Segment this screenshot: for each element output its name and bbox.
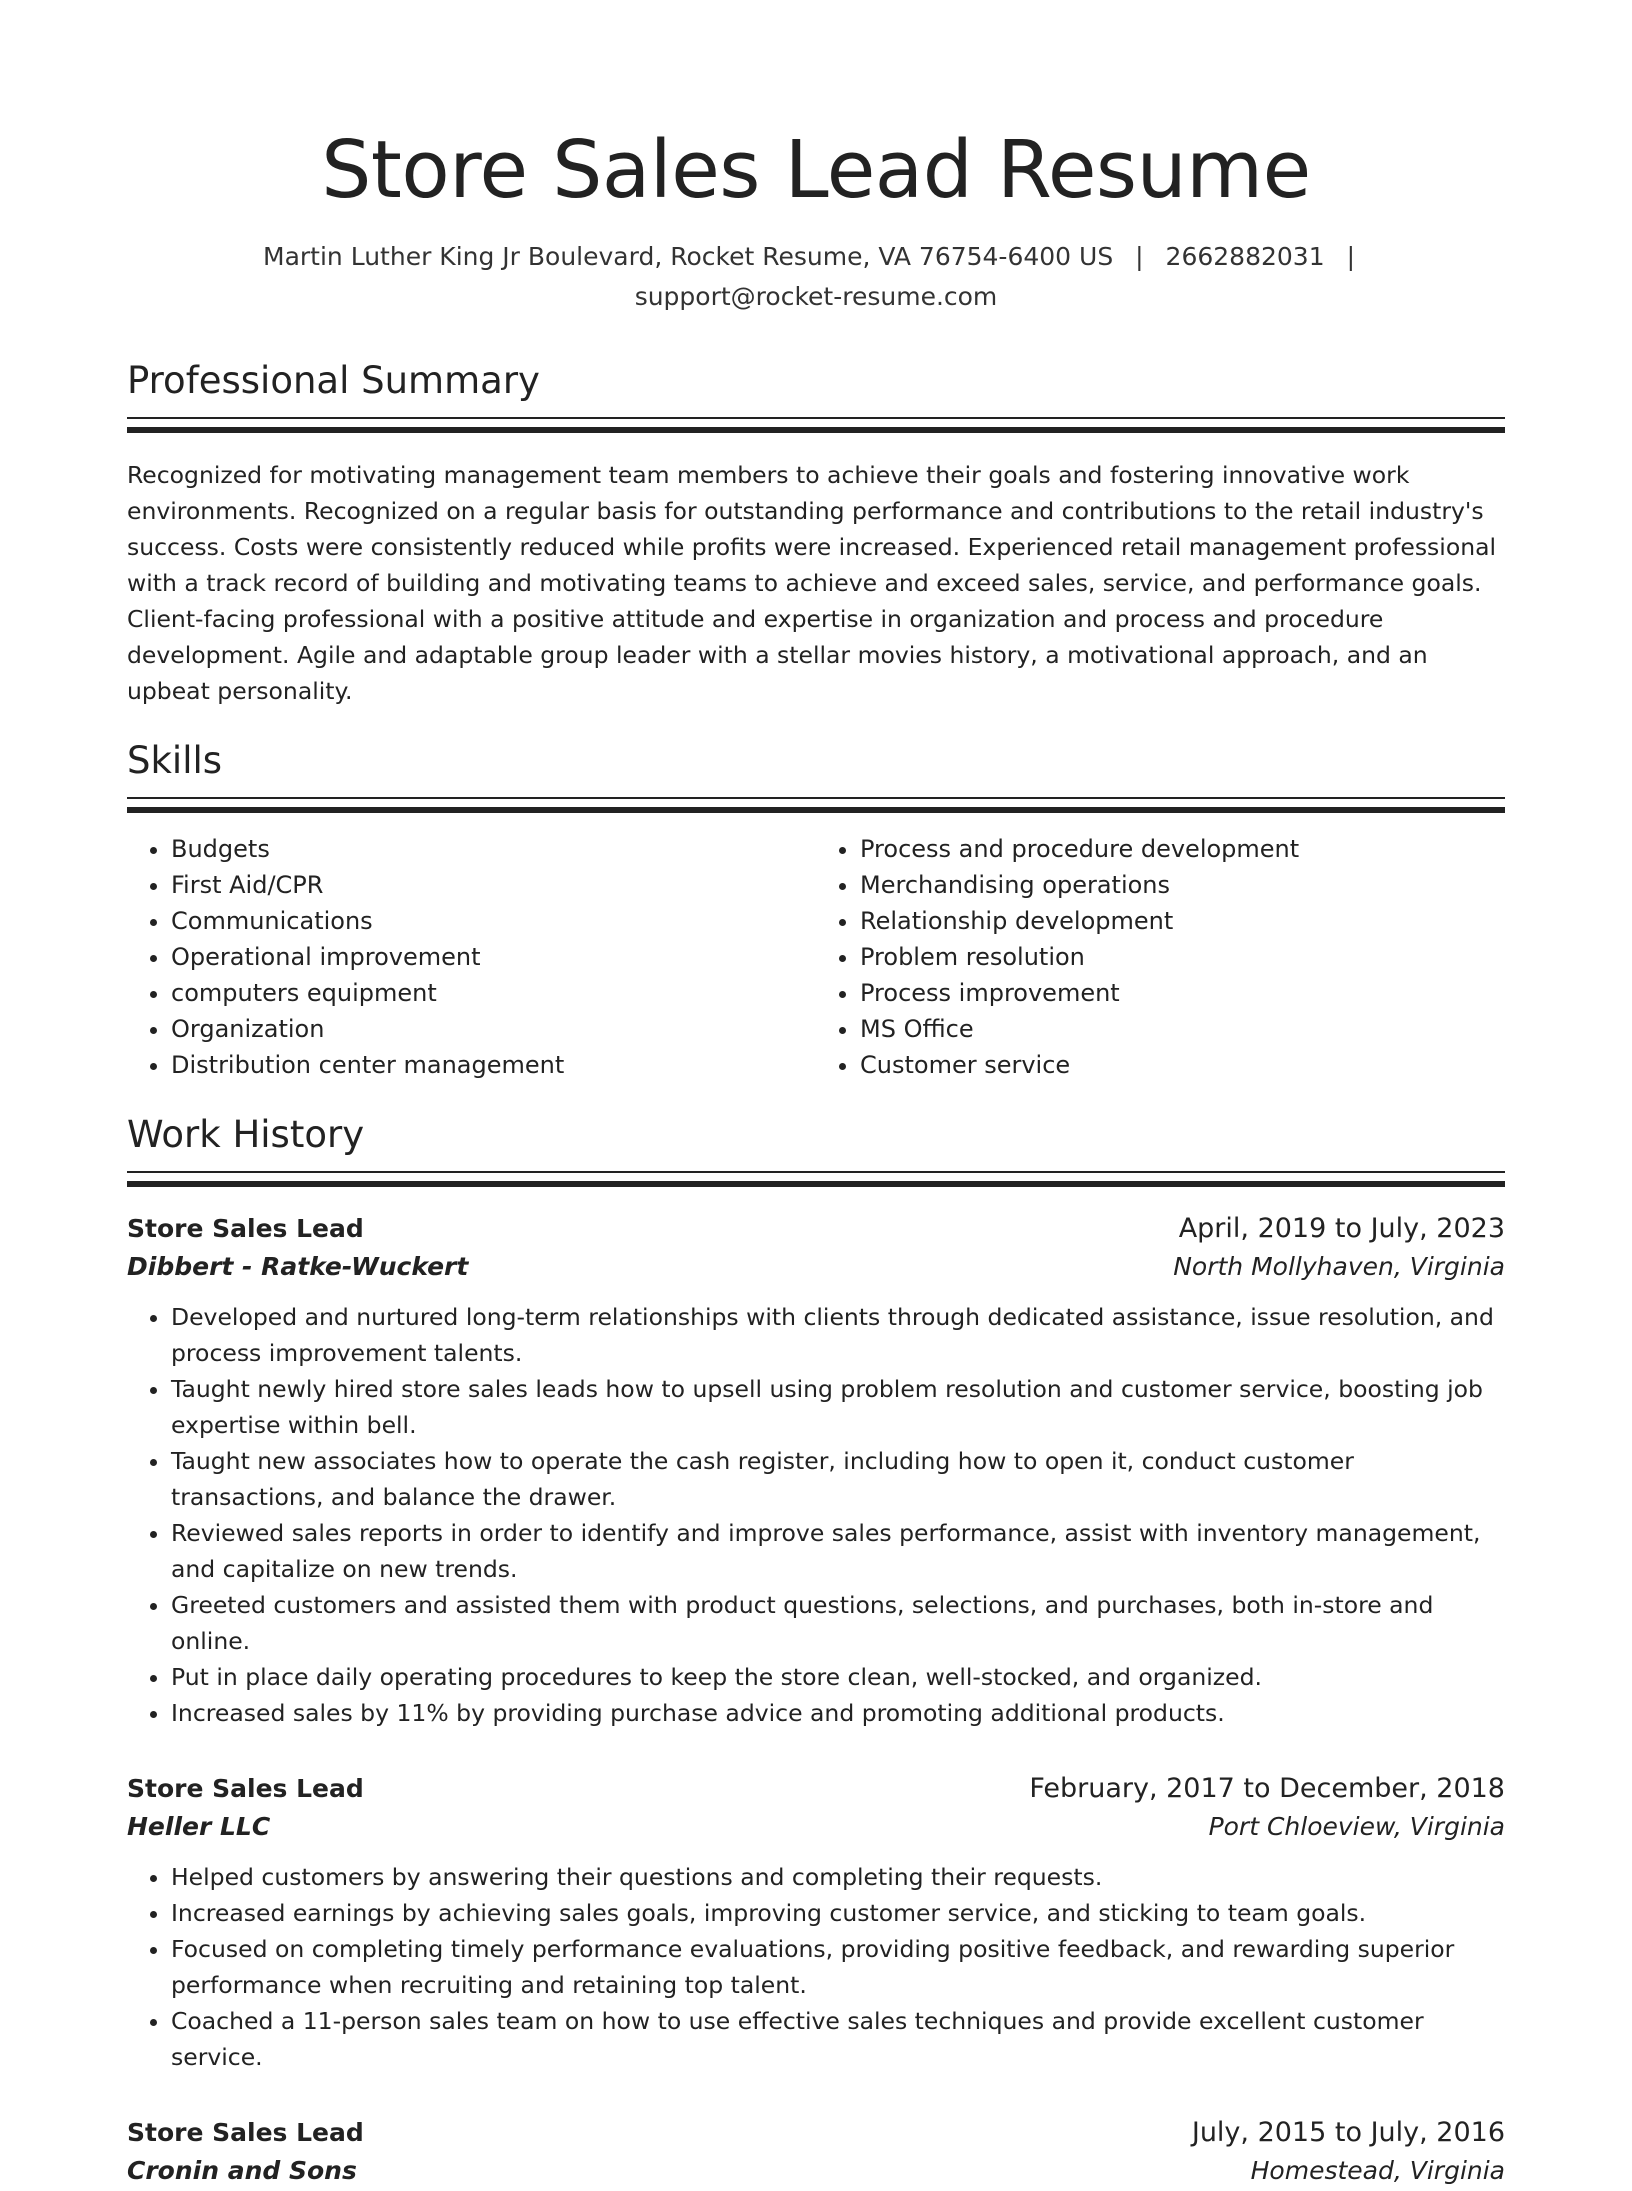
- section-divider-thin: [127, 797, 1505, 799]
- job-company-row: [127, 1807, 1505, 1847]
- job-company: Dibbert - Ratke-Wuckert: [127, 1252, 469, 1281]
- job-bullet: • Greeted customers and assisted them with product questions, selections, and purchases, both in-store and online.: [171, 1587, 1505, 1659]
- job-title: Store Sales Lead: [127, 1774, 364, 1803]
- skill-item: • Budgets: [171, 831, 816, 867]
- job-location: Port Chloeview, Virginia: [1208, 1812, 1505, 1841]
- section-divider-thick: [127, 1181, 1505, 1187]
- skill-item: • Communications: [171, 903, 816, 939]
- section-heading-skills: Skills: [127, 739, 223, 782]
- skill-item: • Distribution center management: [171, 1047, 816, 1083]
- section-heading-summary: Professional Summary: [127, 359, 540, 402]
- contact-line-2: [127, 277, 1505, 317]
- job-bullet: • Increased sales by 11% by providing purchase advice and promoting additional products.: [171, 1695, 1505, 1731]
- section-divider-thin: [127, 417, 1505, 419]
- job-title: Store Sales Lead: [127, 1214, 364, 1243]
- job-company: Cronin and Sons: [127, 2156, 357, 2185]
- job-bullet: • Put in place daily operating procedures to keep the store clean, well-stocked, and organized.: [171, 1659, 1505, 1695]
- skills-section: [127, 737, 1505, 1083]
- job-bullet: • Taught new associates how to operate the cash register, including how to open it, conduct customer transactions, and balance the drawer.: [171, 1443, 1505, 1515]
- skill-item: • Problem resolution: [860, 939, 1505, 975]
- job-company-row: [127, 2151, 1505, 2191]
- job-bullet: • Coached a 11-person sales team on how to use effective sales techniques and provide excellent customer service.: [171, 2003, 1505, 2075]
- contact-line-1: [127, 237, 1505, 277]
- job-dates: February, 2017 to December, 2018: [1029, 1773, 1505, 1804]
- contact-separator: |: [1346, 242, 1355, 271]
- skills-grid: [127, 831, 1505, 1083]
- job-company-row: [127, 1247, 1505, 1287]
- job-entry: [127, 1771, 1505, 2075]
- job-location: North Mollyhaven, Virginia: [1173, 1252, 1505, 1281]
- job-bullet: • Taught newly hired store sales leads how to upsell using problem resolution and customer service, boosting job expertise within bell.: [171, 1371, 1505, 1443]
- skill-item: • Customer service: [860, 1047, 1505, 1083]
- job-entry: [127, 2115, 1505, 2191]
- summary-text: Recognized for motivating management team members to achieve their goals and fostering innovative work environments. Recognized on a regular basis for outstanding performance and contributions to the retail industry's success. Costs were consistently reduced while profits were increased. Experienced retail management professional with a track record of building and motivating teams to achieve and exceed sales, service, and performance goals. Client-facing professional with a positive attitude and expertise in organization and process and procedure development. Agile and adaptable group leader with a stellar movies history, a motivational approach, and an upbeat personality.: [127, 461, 1497, 705]
- skill-item: • First Aid/CPR: [171, 867, 816, 903]
- job-bullet: • Focused on completing timely performance evaluations, providing positive feedback, and rewarding superior performance when recruiting and retaining top talent.: [171, 1931, 1505, 2003]
- job-bullets: [127, 1859, 1505, 2075]
- contact-info: [127, 237, 1505, 317]
- section-heading-work-history: Work History: [127, 1113, 365, 1156]
- skill-item: • Process and procedure development: [860, 831, 1505, 867]
- job-header-row: [127, 2115, 1505, 2151]
- job-bullet: • Increased earnings by achieving sales goals, improving customer service, and sticking to team goals.: [171, 1895, 1505, 1931]
- skill-item: • Organization: [171, 1011, 816, 1047]
- job-header-row: [127, 1211, 1505, 1247]
- contact-separator: |: [1135, 242, 1144, 271]
- skill-item: • Relationship development: [860, 903, 1505, 939]
- job-bullet: • Helped customers by answering their questions and completing their requests.: [171, 1859, 1505, 1895]
- job-company: Heller LLC: [127, 1812, 271, 1841]
- section-divider-thick: [127, 807, 1505, 813]
- contact-phone: 2662882031: [1165, 242, 1325, 271]
- resume-title: Store Sales Lead Resume: [321, 124, 1311, 216]
- job-location: Homestead, Virginia: [1250, 2156, 1505, 2185]
- section-divider-thick: [127, 427, 1505, 433]
- skill-item: • Operational improvement: [171, 939, 816, 975]
- job-title: Store Sales Lead: [127, 2118, 364, 2147]
- skill-item: • computers equipment: [171, 975, 816, 1011]
- job-entry: [127, 1211, 1505, 1731]
- skills-column-right: [816, 831, 1505, 1083]
- job-bullet: • Reviewed sales reports in order to identify and improve sales performance, assist with inventory management, and capitalize on new trends.: [171, 1515, 1505, 1587]
- work-history-section: [127, 1111, 1505, 2191]
- job-dates: April, 2019 to July, 2023: [1178, 1213, 1505, 1244]
- skill-item: • Merchandising operations: [860, 867, 1505, 903]
- section-divider-thin: [127, 1171, 1505, 1173]
- professional-summary-section: [127, 357, 1505, 709]
- job-bullet: • Developed and nurtured long-term relationships with clients through dedicated assistance, issue resolution, and process improvement talents.: [171, 1299, 1505, 1371]
- contact-email: support@rocket-resume.com: [634, 282, 998, 311]
- job-bullets: [127, 1299, 1505, 1731]
- job-header-row: [127, 1771, 1505, 1807]
- skill-item: • MS Office: [860, 1011, 1505, 1047]
- job-dates: July, 2015 to July, 2016: [1191, 2117, 1505, 2148]
- contact-address: Martin Luther King Jr Boulevard, Rocket Resume, VA 76754-6400 US: [263, 242, 1114, 271]
- skills-column-left: [127, 831, 816, 1083]
- skill-item: • Process improvement: [860, 975, 1505, 1011]
